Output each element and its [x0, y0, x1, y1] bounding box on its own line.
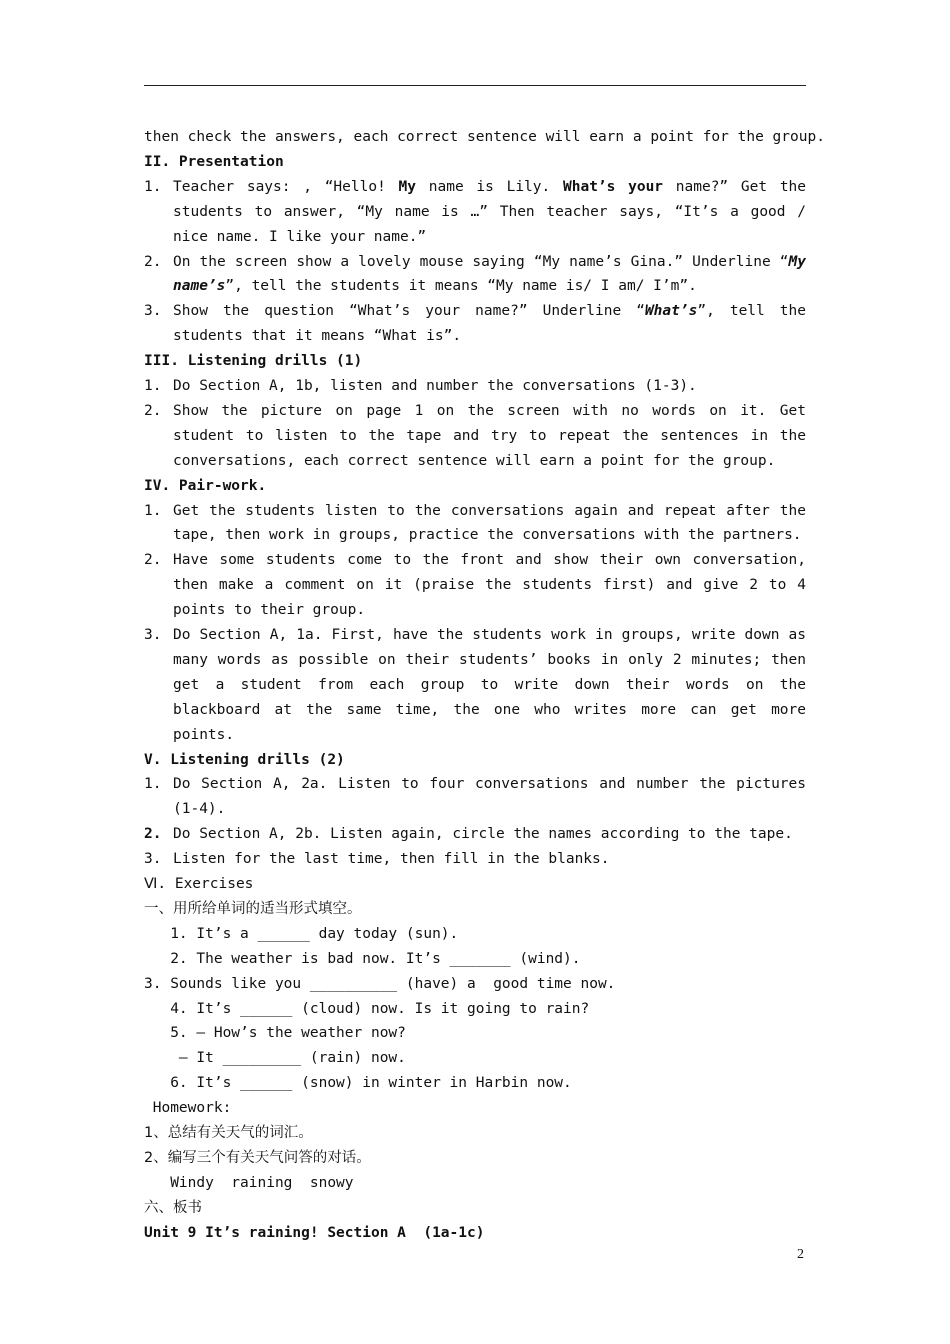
exercise-line: 3. Sounds like you __________ (have) a good time now. — [144, 975, 616, 992]
exercise-line: 4. It’s ______ (cloud) now. Is it going to rain? — [144, 1000, 590, 1017]
section-heading-exercises: Ⅵ. Exercises — [144, 876, 254, 893]
presentation-item-3 — [144, 299, 806, 349]
item-text: On the screen show a lovely mouse saying “My name’s Gina.” Underline “My name’s”, tell the students it means “My name is/ I am/ I’m”. — [173, 253, 806, 295]
header-rule — [144, 85, 806, 86]
listening2-item-1 — [144, 772, 806, 822]
listening2-item-2 — [144, 822, 806, 847]
item-text: Do Section A, 2b. Listen again, circle the names according to the tape. — [173, 826, 793, 843]
section-heading-pairwork: IV. Pair-work. — [144, 477, 267, 494]
item-text: Teacher says: , “Hello! My name is Lily. What’s your name?” Get the students to answer, “My name is …” Then teacher says, “It’s a good / nice name. I like your name.” — [173, 178, 807, 245]
item-number: 1. — [144, 178, 162, 195]
item-text: Show the picture on page 1 on the screen with no words on it. Get student to listen to the tape and try to repeat the sentences in the conversations, each correct sentence will earn a point for the group. — [173, 402, 806, 469]
presentation-item-1 — [144, 175, 806, 250]
page-number: 2 — [797, 1247, 804, 1262]
item-number: 2. — [144, 253, 162, 270]
item-number: 2. — [144, 402, 162, 419]
item-text: Have some students come to the front and show their own conversation, then make a comment on it (praise the students first) and give 2 to 4 points to their group. — [173, 552, 806, 619]
item-text: Show the question “What’s your name?” Underline “What’s”, tell the students that it means “What is”. — [173, 303, 806, 345]
item-text: Listen for the last time, then fill in the blanks. — [173, 851, 610, 868]
exercise-line: — It _________ (rain) now. — [144, 1050, 406, 1067]
item-text: Do Section A, 2a. Listen to four conversations and number the pictures (1-4). — [173, 776, 806, 818]
listening1-item-1 — [144, 374, 806, 399]
homework-heading: Homework: — [144, 1100, 232, 1117]
item-number: 2. — [144, 552, 162, 569]
item-number: 1. — [144, 776, 162, 793]
intro-line: then check the answers, each correct sentence will earn a point for the group. — [144, 129, 825, 145]
board-heading: 六、板书 — [144, 1199, 202, 1216]
board-title: Unit 9 It’s raining! Section A (1a-1c) — [144, 1224, 485, 1241]
item-number: 1. — [144, 502, 162, 519]
exercise-line: 2. The weather is bad now. It’s _______ (wind). — [144, 950, 581, 967]
pairwork-item-1 — [144, 499, 806, 549]
item-number: 1. — [144, 378, 162, 395]
item-number: 3. — [144, 303, 162, 320]
listening1-item-2 — [144, 399, 806, 474]
pairwork-item-2 — [144, 548, 806, 623]
exercises-instruction: 一、用所给单词的适当形式填空。 — [144, 901, 362, 917]
exercise-line: 1. It’s a ______ day today (sun). — [144, 925, 459, 942]
section-heading-presentation: II. Presentation — [144, 153, 284, 170]
homework-line: 2、编写三个有关天气问答的对话。 — [144, 1149, 371, 1166]
presentation-item-2 — [144, 250, 806, 300]
listening2-item-3 — [144, 847, 806, 872]
homework-line: 1、总结有关天气的词汇。 — [144, 1125, 313, 1142]
item-number: 2. — [144, 826, 162, 843]
item-text: Get the students listen to the conversations again and repeat after the tape, then work in groups, practice the conversations with the partners. — [173, 502, 806, 544]
section-heading-listening-1: III. Listening drills (1) — [144, 353, 363, 370]
exercise-line: 6. It’s ______ (snow) in winter in Harbin now. — [144, 1075, 572, 1092]
pairwork-item-3 — [144, 623, 806, 748]
page-content — [144, 125, 825, 1245]
item-text: Do Section A, 1a. First, have the students work in groups, write down as many words as possible on their students’ books in only 2 minutes; then get a student from each group to write down their words on the blackboard at the same time, the one who writes more can get more points. — [173, 627, 806, 743]
exercise-line: 5. — How’s the weather now? — [144, 1025, 406, 1042]
item-number: 3. — [144, 627, 162, 644]
section-heading-listening-2: V. Listening drills (2) — [144, 751, 345, 768]
item-text: Do Section A, 1b, listen and number the conversations (1-3). — [173, 378, 697, 395]
item-number: 3. — [144, 851, 162, 868]
homework-line: Windy raining snowy — [144, 1174, 354, 1191]
